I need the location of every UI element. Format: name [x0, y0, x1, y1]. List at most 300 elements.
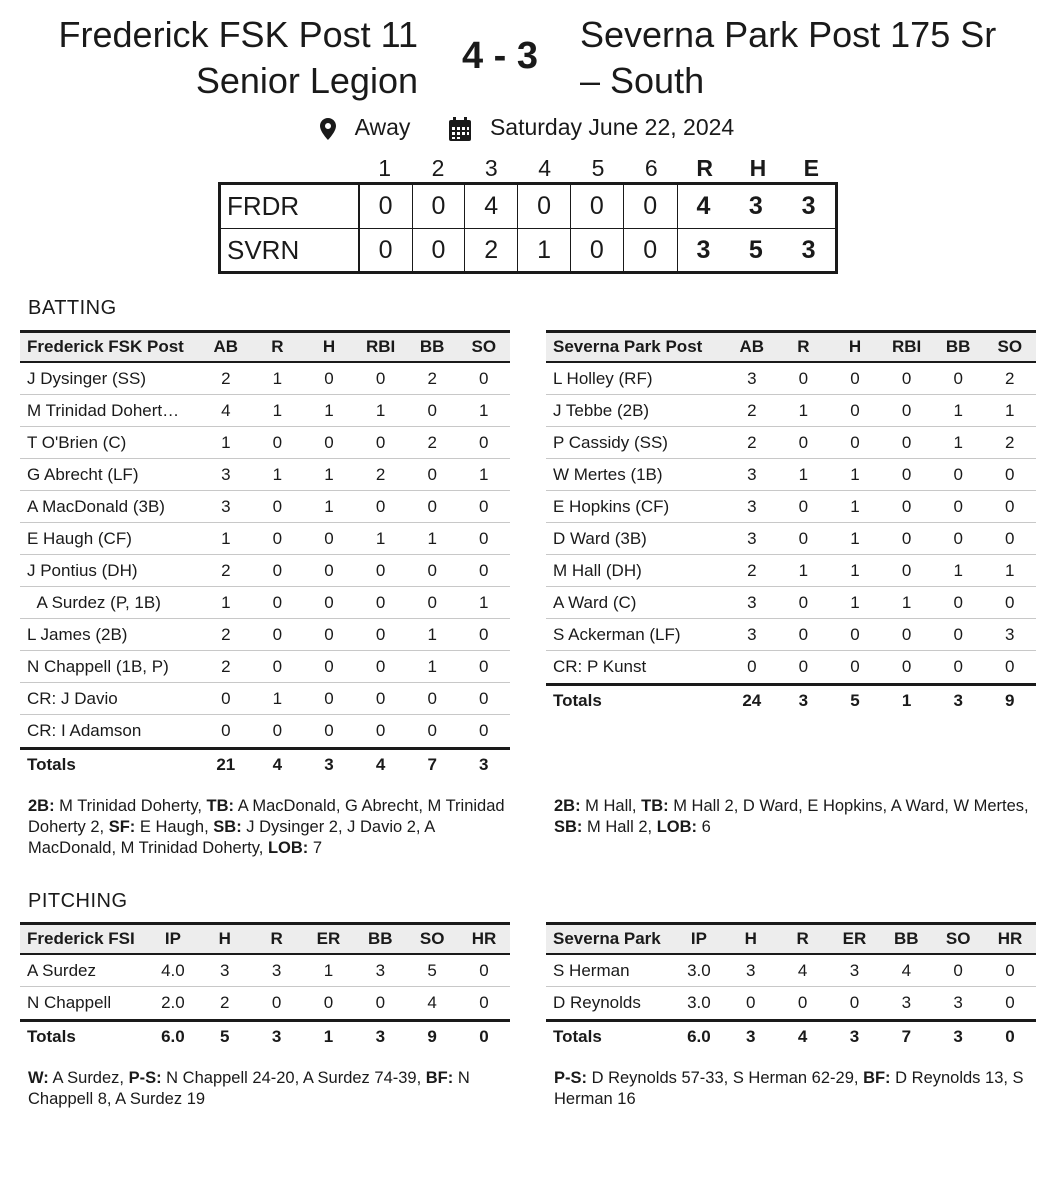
note-label: SB:	[213, 818, 242, 836]
note-label: P-S:	[128, 1069, 162, 1087]
player-row	[546, 587, 1036, 619]
stat-column-header: BB	[894, 929, 919, 948]
stat-value: 0	[272, 528, 283, 548]
runs-total: 4	[677, 185, 730, 228]
away-team-line1: Severna Park Post 175 Sr	[580, 14, 997, 55]
table-header	[20, 330, 510, 363]
line-score-header	[218, 155, 838, 185]
stat-value: 2	[1005, 368, 1015, 388]
note-text: A MacDonald, G Abrecht, M Trinidad Doherty 2,	[28, 797, 505, 836]
stat-value: 2	[375, 464, 386, 484]
player-name: CR: J Davio	[27, 688, 118, 708]
stat-column-header: R	[797, 337, 810, 356]
totals-value: 3	[849, 1026, 860, 1046]
player-row	[546, 491, 1036, 523]
stat-value: 2	[221, 560, 231, 580]
player-row	[20, 523, 510, 555]
stat-column-header: RBI	[891, 337, 922, 356]
stat-column-header: IP	[690, 929, 707, 948]
line-score-row	[221, 185, 835, 228]
stat-value: 0	[272, 496, 283, 516]
player-name: M Trinidad Dohert…	[27, 400, 180, 420]
stat-value: 3	[375, 960, 386, 980]
stat-value: 0	[850, 432, 860, 452]
player-name: CR: I Adamson	[27, 721, 142, 740]
inning-header: 4	[538, 155, 552, 181]
stat-column-header: ER	[842, 929, 867, 948]
totals-value: 6.0	[161, 1026, 185, 1046]
stat-value: 5	[427, 960, 437, 980]
stat-value: 0	[479, 496, 489, 516]
stat-value: 0	[375, 496, 386, 516]
stat-value: 3	[747, 368, 757, 388]
pitching-section-title: PITCHING	[28, 890, 128, 912]
note-label: 2B:	[28, 797, 55, 815]
note-text: E Haugh,	[135, 818, 214, 836]
totals-label: Totals	[27, 754, 76, 774]
stat-value: 3	[747, 592, 757, 612]
stat-value: 0	[324, 368, 334, 388]
stat-value: 0	[953, 624, 963, 644]
note-text: 6	[697, 818, 711, 836]
stat-value: 0	[324, 432, 334, 452]
stat-value: 0	[798, 624, 809, 644]
stat-value: 0	[272, 721, 283, 740]
player-name: S Herman	[553, 960, 630, 980]
totals-value: 0	[479, 1026, 489, 1046]
location-label: Away	[354, 113, 411, 140]
totals-value: 6.0	[687, 1026, 711, 1046]
stat-value: 0	[375, 993, 386, 1012]
stat-value: 1	[850, 496, 860, 516]
stat-value: 0	[798, 657, 809, 676]
stat-value: 0	[1005, 592, 1015, 612]
stat-value: 0	[1005, 960, 1015, 980]
player-row	[546, 427, 1036, 459]
stat-value: 0	[375, 368, 386, 388]
stat-value: 0	[798, 368, 809, 388]
stat-value: 1	[375, 400, 386, 420]
stat-value: 2	[747, 400, 757, 420]
stat-value: 0	[479, 688, 489, 708]
stat-value: 1	[324, 496, 334, 516]
hits-total: 3	[748, 192, 763, 220]
stat-value: 3	[747, 528, 757, 548]
totals-value: 0	[1005, 1026, 1015, 1046]
stat-value: 1	[798, 400, 809, 420]
player-name: J Pontius (DH)	[27, 560, 138, 580]
totals-value: 9	[427, 1026, 437, 1046]
inning-score: 0	[413, 185, 466, 228]
stat-value: 0	[479, 368, 489, 388]
player-row	[20, 683, 510, 715]
away-team-line2: – South	[580, 60, 705, 101]
stat-value: 0	[747, 657, 757, 676]
stat-value: 3	[746, 960, 756, 980]
note-label: SF:	[108, 818, 136, 836]
player-name: N Chappell (1B, P)	[27, 656, 169, 676]
player-name: L James (2B)	[27, 624, 128, 644]
stat-column-header: BB	[419, 337, 445, 356]
stat-value: 1	[479, 592, 489, 612]
stat-value: 0	[479, 721, 489, 740]
stat-value: 0	[953, 657, 963, 676]
stat-value: 3.0	[687, 960, 711, 980]
stat-value: 0	[901, 496, 912, 516]
inning-score: 0	[360, 185, 413, 228]
stat-value: 0	[375, 624, 386, 644]
stat-value: 0	[953, 960, 963, 980]
team-column-header: Severna Park Post	[553, 337, 703, 356]
player-row	[546, 459, 1036, 491]
totals-value: 3	[953, 690, 963, 710]
stat-value: 0	[271, 993, 282, 1012]
stat-column-header: H	[744, 929, 757, 948]
stat-value: 0	[324, 528, 334, 548]
totals-value: 1	[323, 1026, 334, 1046]
totals-value: 3	[746, 1026, 756, 1046]
stat-value: 0	[221, 721, 231, 740]
stat-value: 1	[479, 464, 489, 484]
stat-value: 0	[901, 657, 912, 676]
stat-value: 0	[797, 993, 808, 1012]
player-row	[20, 459, 510, 491]
player-row	[546, 651, 1036, 683]
player-row	[20, 651, 510, 683]
player-name: T O'Brien (C)	[27, 432, 127, 452]
totals-value: 5	[220, 1026, 230, 1046]
inning-score: 2	[465, 229, 518, 271]
stat-value: 4	[901, 960, 912, 980]
stat-value: 3	[953, 993, 963, 1012]
player-row	[546, 363, 1036, 395]
stat-value: 3	[220, 960, 230, 980]
totals-value: 7	[901, 1026, 912, 1046]
stat-value: 0	[427, 688, 437, 708]
stat-value: 0	[849, 993, 860, 1012]
note-label: W:	[28, 1069, 49, 1087]
stat-value: 0	[798, 528, 809, 548]
stat-value: 1	[901, 592, 912, 612]
stat-value: 3	[747, 624, 757, 644]
stat-value: 0	[427, 496, 437, 516]
hits-header: H	[749, 155, 767, 181]
stat-value: 0	[953, 496, 963, 516]
inning-header: 6	[644, 155, 658, 181]
stat-value: 0	[375, 656, 386, 676]
stat-value: 0	[324, 688, 334, 708]
stat-value: 2	[221, 368, 231, 388]
stat-value: 2	[427, 432, 437, 452]
player-row	[20, 715, 510, 747]
stat-column-header: SO	[419, 929, 445, 948]
player-row	[20, 619, 510, 651]
pitching-table-away	[546, 922, 1036, 1051]
note-text: A Surdez,	[48, 1069, 129, 1087]
stat-value: 0	[427, 464, 437, 484]
stat-value: 3	[221, 496, 231, 516]
stat-value: 3	[271, 960, 282, 980]
batting-notes-away	[554, 796, 1039, 838]
totals-label: Totals	[553, 1026, 602, 1046]
note-text: J Dysinger 2, J Davio 2, A MacDonald, M Trinidad Doherty,	[28, 818, 435, 857]
totals-value: 4	[375, 754, 386, 774]
pitching-notes-home	[28, 1068, 513, 1110]
stat-value: 0	[427, 592, 437, 612]
stat-value: 0	[850, 624, 860, 644]
player-row	[20, 955, 510, 987]
player-name: A Ward (C)	[553, 592, 637, 612]
totals-value: 3	[271, 1026, 282, 1046]
stat-value: 3	[221, 464, 231, 484]
stat-value: 1	[272, 400, 283, 420]
stat-value: 1	[850, 592, 860, 612]
totals-value: 4	[797, 1026, 808, 1046]
player-row	[20, 395, 510, 427]
stat-value: 2	[221, 656, 231, 676]
player-name: D Reynolds	[553, 993, 641, 1012]
stat-value: 1	[375, 528, 386, 548]
stat-value: 1	[323, 960, 334, 980]
stat-value: 1	[324, 464, 334, 484]
stat-column-header: BB	[945, 337, 971, 356]
inning-header: 3	[484, 155, 498, 181]
totals-value: 3	[953, 1026, 963, 1046]
line-score	[218, 155, 838, 274]
team-column-header: Frederick FSI	[27, 929, 135, 948]
stat-value: 0	[479, 656, 489, 676]
stat-value: 4	[221, 400, 231, 420]
inning-score: 0	[571, 229, 624, 271]
stat-value: 2	[427, 368, 437, 388]
stat-value: 0	[272, 432, 283, 452]
player-name: L Holley (RF)	[553, 368, 653, 388]
player-row	[546, 395, 1036, 427]
stat-value: 0	[901, 400, 912, 420]
home-team-name	[20, 12, 418, 104]
stat-value: 0	[479, 624, 489, 644]
stat-value: 0	[427, 721, 437, 740]
stat-value: 0	[427, 560, 437, 580]
note-text: M Hall 2, D Ward, E Hopkins, A Ward, W Mertes,	[668, 797, 1029, 815]
note-text: N Chappell 8, A Surdez 19	[28, 1069, 470, 1108]
totals-value: 5	[850, 690, 860, 710]
stat-value: 0	[324, 656, 334, 676]
stat-column-header: R	[270, 929, 283, 948]
totals-value: 3	[324, 754, 334, 774]
stat-value: 0	[375, 432, 386, 452]
note-label: TB:	[206, 797, 235, 815]
totals-label: Totals	[27, 1026, 76, 1046]
player-row	[20, 427, 510, 459]
stat-column-header: H	[322, 337, 336, 356]
note-label: BF:	[863, 1069, 891, 1087]
note-text: M Trinidad Doherty,	[54, 797, 207, 815]
stat-value: 0	[272, 624, 283, 644]
stat-value: 0	[1005, 496, 1015, 516]
stat-value: 0	[479, 993, 489, 1012]
stat-value: 3	[849, 960, 860, 980]
inning-score: 1	[518, 229, 571, 271]
stat-value: 0	[901, 528, 912, 548]
hits-total: 5	[748, 235, 763, 264]
game-date: Saturday June 22, 2024	[489, 113, 735, 140]
stat-value: 0	[324, 592, 334, 612]
inning-score: 0	[413, 229, 466, 271]
player-name: J Dysinger (SS)	[27, 368, 147, 388]
stat-value: 1	[1005, 560, 1015, 580]
stat-value: 0	[953, 592, 963, 612]
player-row	[20, 555, 510, 587]
inning-score: 0	[643, 235, 658, 264]
player-name: CR: P Kunst	[553, 657, 647, 676]
player-row	[546, 987, 1036, 1019]
stat-value: 1	[221, 592, 231, 612]
table-header	[546, 330, 1036, 363]
stat-value: 0	[798, 496, 809, 516]
note-label: P-S:	[554, 1069, 587, 1087]
stat-value: 1	[953, 432, 963, 452]
stat-value: 0	[746, 993, 756, 1012]
stat-value: 0	[272, 592, 283, 612]
stat-value: 1	[953, 560, 963, 580]
team-column-header: Severna Park	[553, 929, 661, 948]
pitching-table-home	[20, 922, 510, 1051]
stat-column-header: ER	[316, 929, 341, 948]
totals-value: 1	[901, 690, 912, 710]
batting-notes-home	[28, 796, 513, 859]
player-name: J Tebbe (2B)	[553, 400, 650, 420]
stat-value: 0	[272, 656, 283, 676]
stat-value: 0	[798, 592, 809, 612]
note-text: D Reynolds 57-33, S Herman 62-29,	[587, 1069, 864, 1087]
team-column-header: Frederick FSK Post	[27, 337, 184, 356]
stat-value: 0	[953, 528, 963, 548]
stat-column-header: RBI	[365, 337, 396, 356]
player-row	[20, 987, 510, 1019]
stat-value: 3.0	[687, 993, 711, 1012]
player-name: M Hall (DH)	[553, 560, 642, 580]
player-row	[546, 955, 1036, 987]
stat-value: 1	[953, 400, 963, 420]
stat-value: 0	[850, 657, 860, 676]
note-text: M Hall 2,	[582, 818, 657, 836]
stat-column-header: HR	[471, 929, 497, 948]
batting-table-home	[20, 330, 510, 779]
stat-value: 0	[323, 993, 334, 1012]
player-row	[546, 619, 1036, 651]
stat-value: 0	[272, 560, 283, 580]
away-team-name	[580, 12, 1040, 104]
note-label: LOB:	[267, 839, 309, 857]
stat-column-header: AB	[739, 337, 765, 356]
stat-value: 1	[427, 656, 437, 676]
stat-value: 1	[479, 400, 489, 420]
stat-value: 3	[747, 496, 757, 516]
stat-value: 1	[1005, 400, 1015, 420]
stat-value: 0	[901, 432, 912, 452]
note-text: N Chappell 24-20, A Surdez 74-39,	[161, 1069, 426, 1087]
stat-value: 0	[953, 368, 963, 388]
player-name: E Haugh (CF)	[27, 528, 132, 548]
stat-value: 1	[272, 464, 283, 484]
stat-value: 0	[375, 560, 386, 580]
player-row	[546, 523, 1036, 555]
player-name: N Chappell	[27, 993, 112, 1012]
player-row	[546, 555, 1036, 587]
stat-value: 0	[1005, 464, 1015, 484]
stat-value: 4	[797, 960, 808, 980]
totals-value: 7	[427, 754, 437, 774]
stat-value: 1	[798, 464, 809, 484]
stat-value: 2	[1005, 432, 1015, 452]
calendar-icon	[449, 112, 471, 142]
totals-value: 9	[1005, 690, 1015, 710]
stat-value: 1	[798, 560, 809, 580]
stat-value: 4	[427, 993, 437, 1012]
stat-value: 1	[221, 528, 231, 548]
totals-row	[546, 1019, 1036, 1051]
stat-column-header: AB	[213, 337, 239, 356]
stat-column-header: IP	[164, 929, 181, 948]
stat-column-header: SO	[945, 929, 971, 948]
totals-row	[546, 683, 1036, 715]
player-name: A Surdez	[27, 960, 96, 980]
totals-value: 3	[798, 690, 809, 710]
stat-value: 1	[427, 624, 437, 644]
stat-value: 0	[1005, 993, 1015, 1012]
player-name: S Ackerman (LF)	[553, 624, 681, 644]
stat-value: 0	[901, 624, 912, 644]
errors-header: E	[803, 155, 819, 181]
runs-header: R	[696, 155, 713, 181]
stat-value: 0	[1005, 657, 1015, 676]
stat-column-header: BB	[368, 929, 393, 948]
stat-value: 0	[850, 400, 860, 420]
map-pin-icon	[320, 112, 336, 142]
note-label: LOB:	[656, 818, 698, 836]
home-team-line2: Senior Legion	[195, 60, 418, 101]
stat-value: 2	[747, 560, 757, 580]
totals-row	[20, 1019, 510, 1051]
inning-score: 0	[518, 185, 571, 228]
stat-column-header: H	[848, 337, 862, 356]
stat-value: 1	[850, 560, 860, 580]
player-name: E Hopkins (CF)	[553, 496, 670, 516]
stat-value: 0	[324, 721, 334, 740]
inning-header: 5	[591, 155, 605, 181]
stat-value: 2.0	[161, 993, 185, 1012]
line-score-row	[221, 228, 835, 271]
inning-score: 4	[465, 185, 518, 228]
player-row	[20, 363, 510, 395]
stat-value: 2	[220, 993, 230, 1012]
stat-column-header: HR	[997, 929, 1023, 948]
totals-value: 3	[479, 754, 489, 774]
stat-value: 0	[479, 560, 489, 580]
totals-value: 3	[375, 1026, 386, 1046]
stat-value: 0	[375, 592, 386, 612]
player-row	[20, 491, 510, 523]
stat-value: 2	[221, 624, 231, 644]
stat-column-header: SO	[471, 337, 497, 356]
player-name: A Surdez (P, 1B)	[27, 592, 161, 612]
player-name: G Abrecht (LF)	[27, 464, 139, 484]
stat-value: 3	[747, 464, 757, 484]
stat-value: 0	[375, 688, 386, 708]
stat-value: 0	[479, 432, 489, 452]
stat-value: 1	[324, 400, 334, 420]
